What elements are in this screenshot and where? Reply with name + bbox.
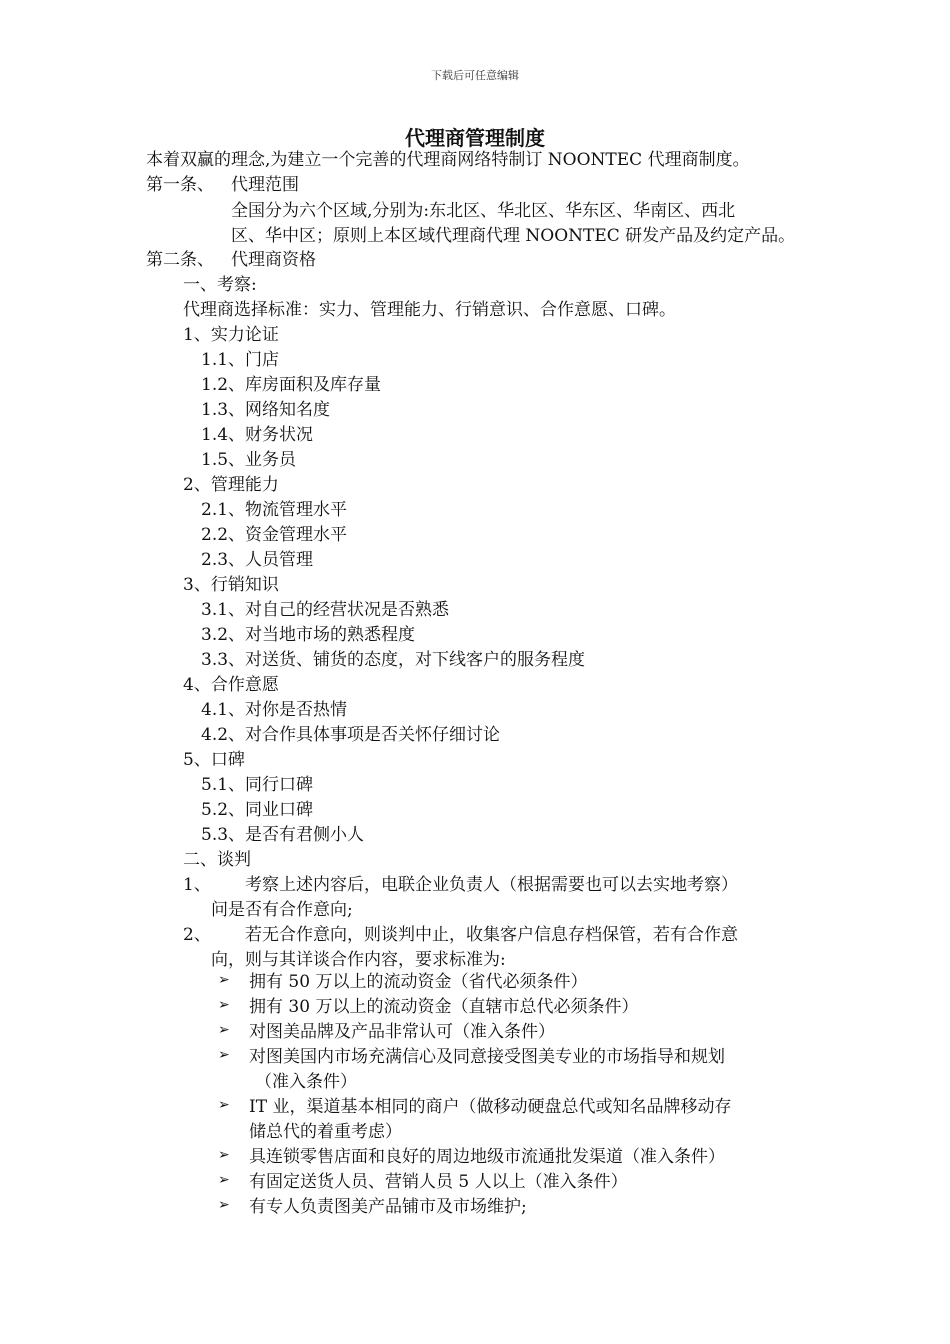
list-item: 3.3、对送货、铺货的态度，对下线客户的服务程度 bbox=[201, 650, 586, 670]
list-item: 5.1、同行口碑 bbox=[201, 775, 314, 795]
numbered-text: 问是否有合作意向; bbox=[211, 900, 353, 920]
list-item: 2.3、人员管理 bbox=[201, 550, 314, 570]
bullet-text: 拥有 50 万以上的流动资金（省代必须条件） bbox=[249, 972, 588, 992]
arrow-bullet-icon: ➢ bbox=[218, 972, 230, 988]
header-note: 下载后可任意编辑 bbox=[431, 69, 519, 82]
list-item: 4.1、对你是否热情 bbox=[201, 700, 348, 720]
group-title: 3、行销知识 bbox=[183, 575, 279, 595]
list-item: 1.4、财务状况 bbox=[201, 425, 314, 445]
arrow-bullet-icon: ➢ bbox=[218, 1047, 230, 1063]
list-item: 4.2、对合作具体事项是否关怀仔细讨论 bbox=[201, 725, 501, 745]
article1-title: 代理范围 bbox=[231, 175, 299, 195]
intro-paragraph: 本着双赢的理念,为建立一个完善的代理商网络特制订 NOONTEC 代理商制度。 bbox=[146, 150, 750, 170]
article1-label: 第一条、 bbox=[146, 175, 214, 195]
bullet-text: IT 业，渠道基本相同的商户（做移动硬盘总代或知名品牌移动存 bbox=[249, 1097, 732, 1117]
list-item: 3.2、对当地市场的熟悉程度 bbox=[201, 625, 416, 645]
group-title: 1、实力论证 bbox=[183, 325, 279, 345]
group-title: 4、合作意愿 bbox=[183, 675, 279, 695]
list-item: 1.3、网络知名度 bbox=[201, 400, 331, 420]
bullet-text: 对图美国内市场充满信心及同意接受图美专业的市场指导和规划 bbox=[249, 1047, 725, 1067]
bullet-text: 具连锁零售店面和良好的周边地级市流通批发渠道（准入条件） bbox=[249, 1147, 725, 1167]
group-title: 5、口碑 bbox=[183, 750, 245, 770]
numbered-marker: 2、 bbox=[183, 925, 211, 945]
arrow-bullet-icon: ➢ bbox=[218, 1197, 230, 1213]
bullet-text: 有专人负责图美产品铺市及市场维护; bbox=[249, 1197, 527, 1217]
criteria-text: 代理商选择标准：实力、管理能力、行销意识、合作意愿、口碑。 bbox=[183, 300, 676, 320]
article1-body-line: 区、华中区；原则上本区域代理商代理 NOONTEC 研发产品及约定产品。 bbox=[231, 226, 796, 246]
section-heading: 一、考察: bbox=[183, 275, 257, 295]
arrow-bullet-icon: ➢ bbox=[218, 1097, 230, 1113]
list-item: 5.3、是否有君侧小人 bbox=[201, 825, 365, 845]
document-title: 代理商管理制度 bbox=[405, 126, 545, 150]
numbered-text: 若无合作意向，则谈判中止，收集客户信息存档保管，若有合作意 bbox=[245, 925, 738, 945]
numbered-marker: 1、 bbox=[183, 875, 211, 895]
section-heading: 二、谈判 bbox=[183, 850, 251, 870]
arrow-bullet-icon: ➢ bbox=[218, 997, 230, 1013]
bullet-text: （准入条件） bbox=[255, 1072, 357, 1092]
list-item: 1.1、门店 bbox=[201, 350, 280, 370]
list-item: 1.2、库房面积及库存量 bbox=[201, 375, 382, 395]
article2-heading bbox=[146, 248, 316, 273]
group-title: 2、管理能力 bbox=[183, 475, 279, 495]
article2-title: 代理商资格 bbox=[231, 250, 316, 270]
arrow-bullet-icon: ➢ bbox=[218, 1172, 230, 1188]
numbered-text: 向，则与其详谈合作内容，要求标准为: bbox=[211, 950, 506, 970]
numbered-text: 考察上述内容后，电联企业负责人（根据需要也可以去实地考察） bbox=[245, 875, 738, 895]
article1-body-line: 全国分为六个区域,分别为:东北区、华北区、华东区、华南区、西北 bbox=[231, 201, 736, 221]
list-item: 1.5、业务员 bbox=[201, 450, 297, 470]
article1-heading bbox=[146, 173, 299, 198]
arrow-bullet-icon: ➢ bbox=[218, 1147, 230, 1163]
bullet-text: 储总代的着重考虑） bbox=[249, 1122, 402, 1142]
bullet-text: 对图美品牌及产品非常认可（准入条件） bbox=[249, 1022, 555, 1042]
bullet-text: 拥有 30 万以上的流动资金（直辖市总代必须条件） bbox=[249, 997, 639, 1017]
list-item: 5.2、同业口碑 bbox=[201, 800, 314, 820]
article2-label: 第二条、 bbox=[146, 250, 214, 270]
list-item: 2.2、资金管理水平 bbox=[201, 525, 348, 545]
list-item: 2.1、物流管理水平 bbox=[201, 500, 348, 520]
arrow-bullet-icon: ➢ bbox=[218, 1022, 230, 1038]
list-item: 3.1、对自己的经营状况是否熟悉 bbox=[201, 600, 450, 620]
bullet-text: 有固定送货人员、营销人员 5 人以上（准入条件） bbox=[249, 1172, 628, 1192]
